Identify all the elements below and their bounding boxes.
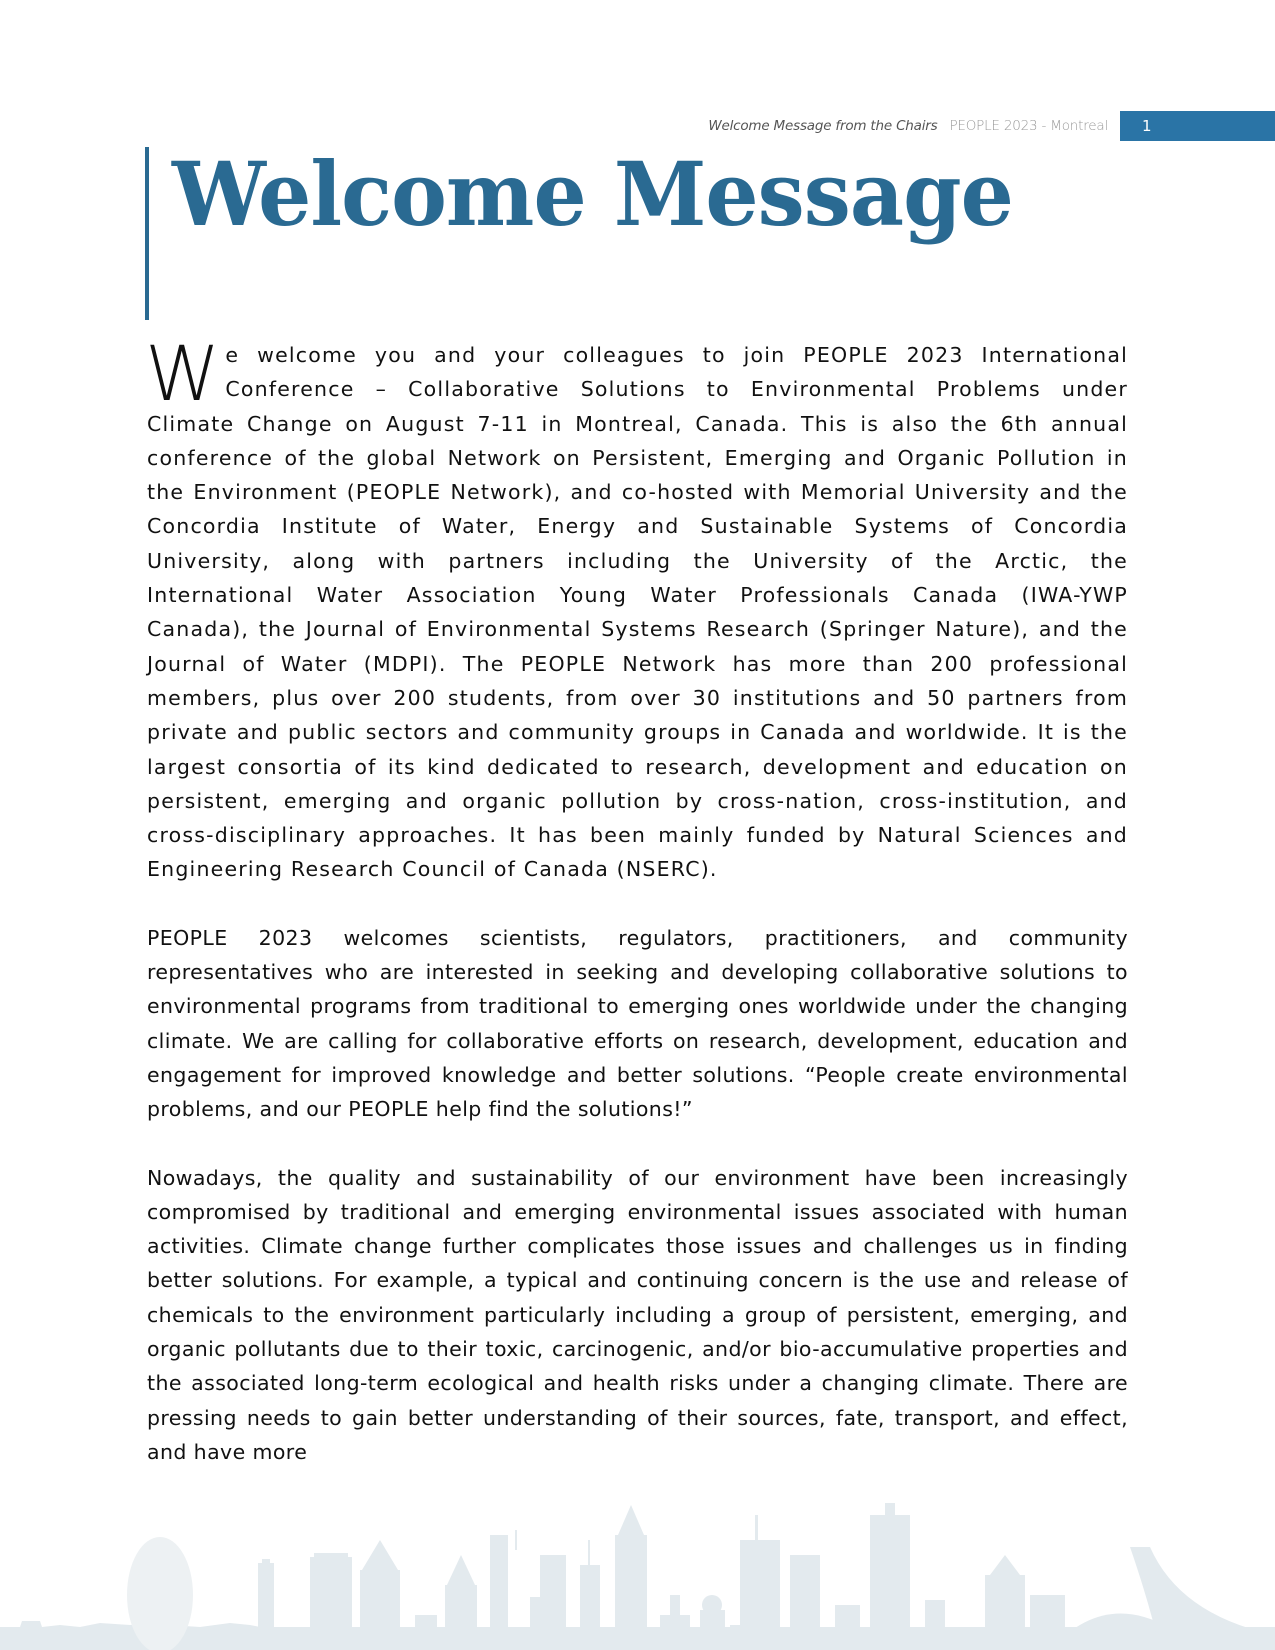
montreal-skyline-icon: [0, 1495, 1275, 1650]
header-section-title: Welcome Message from the Chairs: [708, 118, 938, 134]
page-number: 1: [1142, 117, 1152, 135]
page-title: Welcome Message: [172, 142, 1013, 246]
page-number-tab: [1120, 111, 1275, 141]
header-conference-name: PEOPLE 2023 - Montreal: [949, 118, 1108, 134]
drop-cap: W: [145, 329, 222, 418]
paragraph-context: Nowadays, the quality and sustainability of our environment have been increasingly compromised by traditional and emerging environmental issues associated with human activities. Climate change further complicates those issues and challenges us in finding better solutions. For example, a typical and continuing concern is the use and release of chemicals to the environment particularly including a group of persistent, emerging, and organic pollutants due to their toxic, carcinogenic, and/or bio-accumulative properties and the associated long-term ecological and health risks under a changing climate. There are pressing needs to gain better understanding of their sources, fate, transport, and effect, and have more: [147, 1165, 1128, 1464]
paragraph-intro-text: e welcome you and your colleagues to join PEOPLE 2023 International Conference – Collaborative Solutions to Environmental Problems under Climate Change on August 7-11 in Montreal, Canada. This is also the 6th annual conference of the global Network on Persistent, Emerging and Organic Pollution in the Environment (PEOPLE Network), and co-hosted with Memorial University and the Concordia Institute of Water, Energy and Sustainable Systems of Concordia University, along with partners including the University of the Arctic, the International Water Association Young Water Professionals Canada (IWA-YWP Canada), the Journal of Environmental Systems Research (Springer Nature), and the Journal of Water (MDPI). The PEOPLE Network has more than 200 professional members, plus over 200 students, from over 30 institutions and 50 partners from private and public sectors and community groups in Canada and worldwide. It is the largest consortia of its kind dedicated to research, development and education on persistent, emerging and organic pollution by cross-nation, cross-institution, and cross-disciplinary approaches. It has been mainly funded by Natural Sciences and Engineering Research Council of Canada (NSERC).: [147, 343, 1128, 882]
paragraph-welcome: PEOPLE 2023 welcomes scientists, regulators, practitioners, and community representatives who are interested in seeking and developing collaborative solutions to environmental programs from traditional to emerging ones worldwide under the changing climate. We are calling for collaborative efforts on research, development, education and engagement for improved knowledge and better solutions. “People create environmental problems, and our PEOPLE help find the solutions!”: [147, 925, 1128, 1122]
title-accent-bar: [145, 147, 149, 320]
running-header: [708, 110, 1275, 142]
paragraph-intro: [145, 329, 1128, 887]
body-text: [145, 329, 1128, 1503]
